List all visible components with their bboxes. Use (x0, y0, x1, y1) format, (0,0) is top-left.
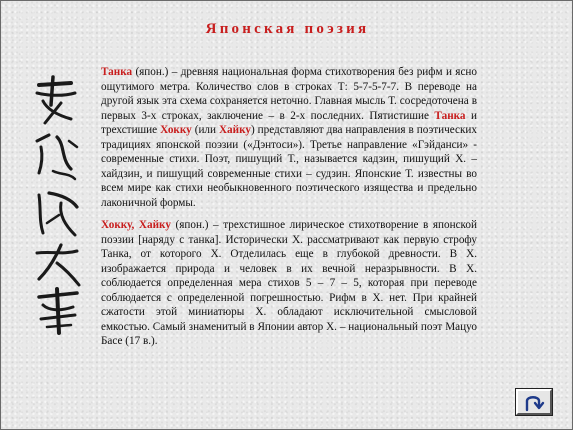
paragraph-text: и трехстишие (101, 109, 477, 136)
paragraph-text: (япон.) – трехстишное лирическое стихотворение в японской поэзии [наряду с танка]. Исторически Х. рассматривают как первую строфу Танка, от которого Х. Отделилась еще в глубокой древности. В Х. изображается природа и человек в их вечной неразрывности. В Х. соблюдается определенная мера стихов 5 – 7 – 5, которая при переводе соблюдается с определенной погрешностью. Рифм в Х. нет. При крайней сжатости этой миниатюры Х. обладают исключительной смысловой емкостью. Самый знаменитый в Японии автор Х. – национальный поэт Мацуо Басе (17 в.). (101, 219, 477, 347)
term-tanka: Танка (434, 109, 466, 122)
paragraph-text: (или (191, 124, 219, 136)
term-hokku-haiku: Хокку, Хайку (101, 219, 171, 231)
paragraph-text: (япон.) – древняя национальная форма стихотворения без рифм и ясно ощутимого метра. Количество слов в строках Т: 5-7-5-7-7. В переводе на другой язык эта схема сохраняется неточно. Главная мысль Т. сосредоточена в первых 3-х строках, заключение – в 2-х последних. Пятистишие (101, 66, 477, 122)
tanka-paragraph (101, 65, 477, 210)
article-content (101, 65, 477, 357)
calligraphy-image (31, 75, 87, 337)
paragraph-text: ) представляют два направления в поэтических традициях японской поэзии («Дэнтоси»). Третье направление «Гэйданси» - современные стихи. Поэт, пишущий Т., называется кадзин, пишущий Х. – хайдзин, и пишущий современные стихи – судзин. Японские Т. известны во всем мире как стихи необыкновенного поэтического изящества и предельно лаконичной формы. (101, 124, 477, 209)
term-hokku: Хокку (160, 124, 192, 136)
term-haiku: Хайку (218, 124, 251, 136)
return-arrow-icon (523, 392, 545, 412)
hokku-paragraph (101, 218, 477, 349)
return-button[interactable] (516, 389, 552, 415)
term-tanka: Танка (101, 66, 133, 78)
slide-title: Японская поэзия (205, 21, 370, 37)
